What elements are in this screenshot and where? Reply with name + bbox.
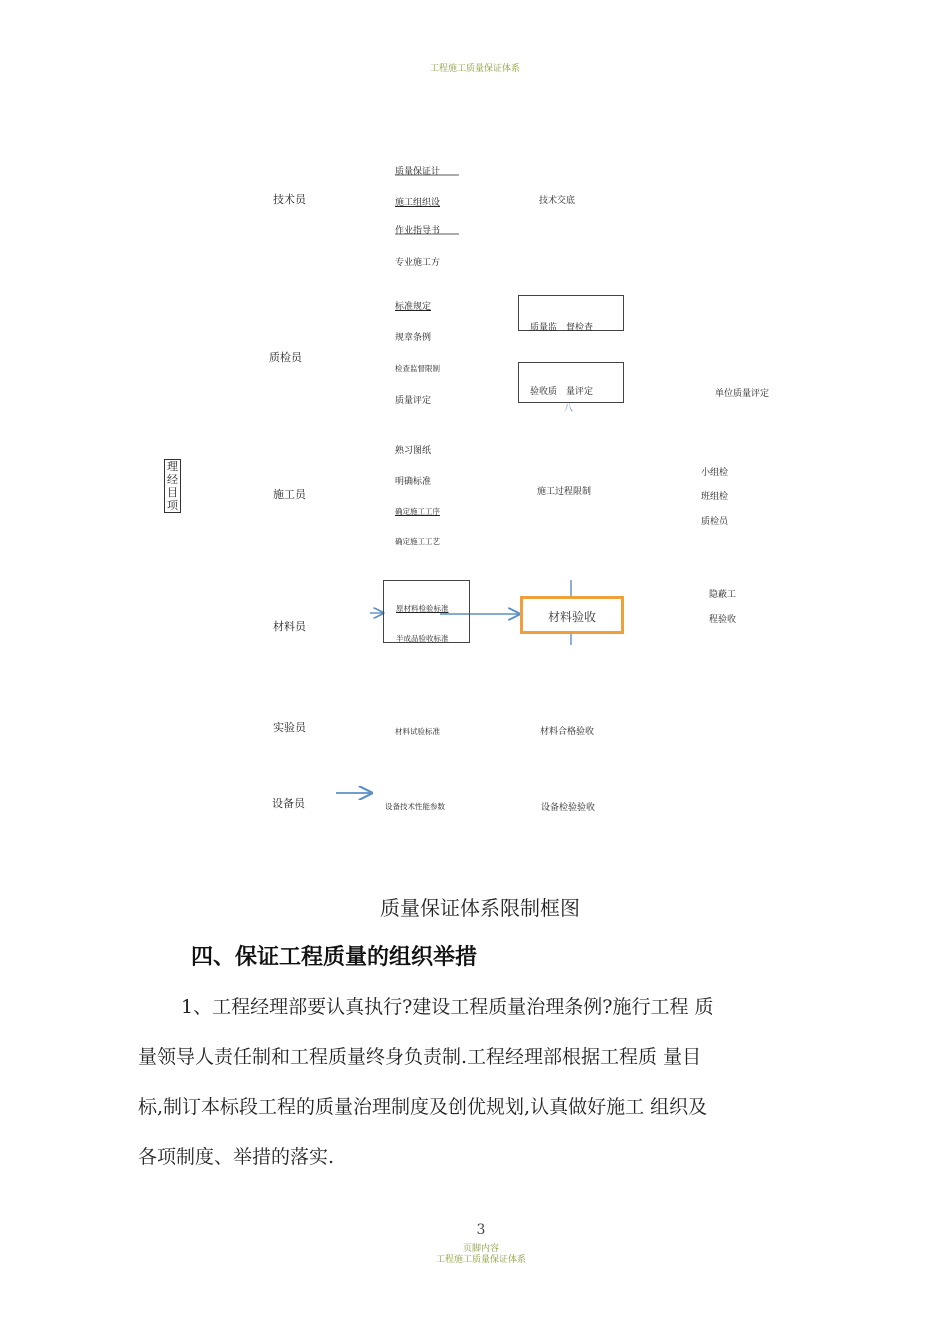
role-qc: 质检员	[269, 351, 302, 364]
paragraph-line-2: 量领导人责任制和工程质量终身负责制.工程经理部根据工程质 量目	[138, 1046, 702, 1068]
qc-mark: 八	[564, 404, 574, 414]
construct-result: 施工过程限制	[537, 487, 592, 497]
vlabel-char-2: 经	[167, 473, 178, 486]
qc-box-supervision	[518, 295, 624, 331]
page-number: 3	[476, 1222, 486, 1238]
tech-item-3: 作业指导书	[395, 226, 441, 236]
footer-label: 页脚内容	[462, 1244, 499, 1254]
tech-item-4: 专业施工方	[395, 258, 441, 268]
qc-item-3: 检查监督限制	[395, 364, 440, 373]
qc-box-supervision-label: 质量监 督检查	[530, 323, 594, 333]
paragraph-line-1: 1、工程经理部要认真执行?建设工程质量治理条例?施行工程 质	[181, 996, 714, 1018]
role-equip: 设备员	[272, 797, 305, 810]
qc-item-2: 规章条例	[395, 333, 432, 343]
role-lab: 实验员	[273, 721, 306, 734]
footer-text: 工程施工质量保证体系	[435, 1255, 526, 1265]
construct-item-2: 明确标准	[395, 477, 432, 487]
material-item-2: 半成品验收标准	[396, 634, 449, 643]
group-item-2: 班组检	[701, 492, 729, 502]
figure-title: 质量保证体系限制框图	[380, 896, 580, 920]
construct-item-1: 熟习图纸	[395, 446, 432, 456]
group-item-1: 小组检	[701, 468, 729, 478]
lab-item: 材料试验标准	[395, 727, 440, 736]
tech-item-2: 施工组织设	[395, 198, 441, 208]
equip-item: 设备技术性能参数	[385, 802, 445, 811]
lab-result: 材料合格验收	[540, 727, 595, 737]
unit-quality-eval: 单位质量评定	[715, 389, 770, 399]
hidden-work-1: 隐蔽工	[709, 590, 737, 600]
tech-result: 技术交底	[539, 196, 576, 206]
hidden-work-2: 程验收	[709, 615, 737, 625]
project-manager-label	[164, 459, 181, 513]
vlabel-char-1: 理	[167, 460, 178, 473]
construct-item-4: 确定施工工艺	[395, 537, 440, 546]
qc-item-1: 标准规定	[395, 302, 432, 312]
equip-result: 设备检验验收	[541, 803, 596, 813]
paragraph-line-4: 各项制度、举措的落实.	[138, 1146, 335, 1168]
construct-item-3: 确定施工工序	[395, 507, 440, 516]
vlabel-char-4: 项	[167, 499, 178, 512]
tech-item-1: 质量保证计	[395, 167, 441, 177]
material-acceptance-label: 材料验收	[547, 610, 596, 624]
material-acceptance-box	[520, 596, 624, 634]
section-heading: 四、保证工程质量的组织举措	[191, 944, 478, 970]
role-construct: 施工员	[273, 488, 306, 501]
qc-box-evaluation	[518, 362, 624, 403]
vlabel-char-3: 目	[167, 486, 178, 499]
role-material: 材料员	[273, 620, 306, 633]
qc-box-evaluation-label: 验收质 量评定	[530, 387, 594, 397]
material-standards-box	[383, 580, 470, 643]
group-item-3: 质检员	[701, 517, 729, 527]
material-item-1: 原材料检验标准	[396, 604, 449, 613]
role-tech: 技术员	[273, 193, 306, 206]
paragraph-line-3: 标,制订本标段工程的质量治理制度及创优规划,认真做好施工 组织及	[138, 1096, 708, 1118]
page-header: 工程施工质量保证体系	[429, 64, 520, 74]
qc-item-4: 质量评定	[395, 396, 432, 406]
